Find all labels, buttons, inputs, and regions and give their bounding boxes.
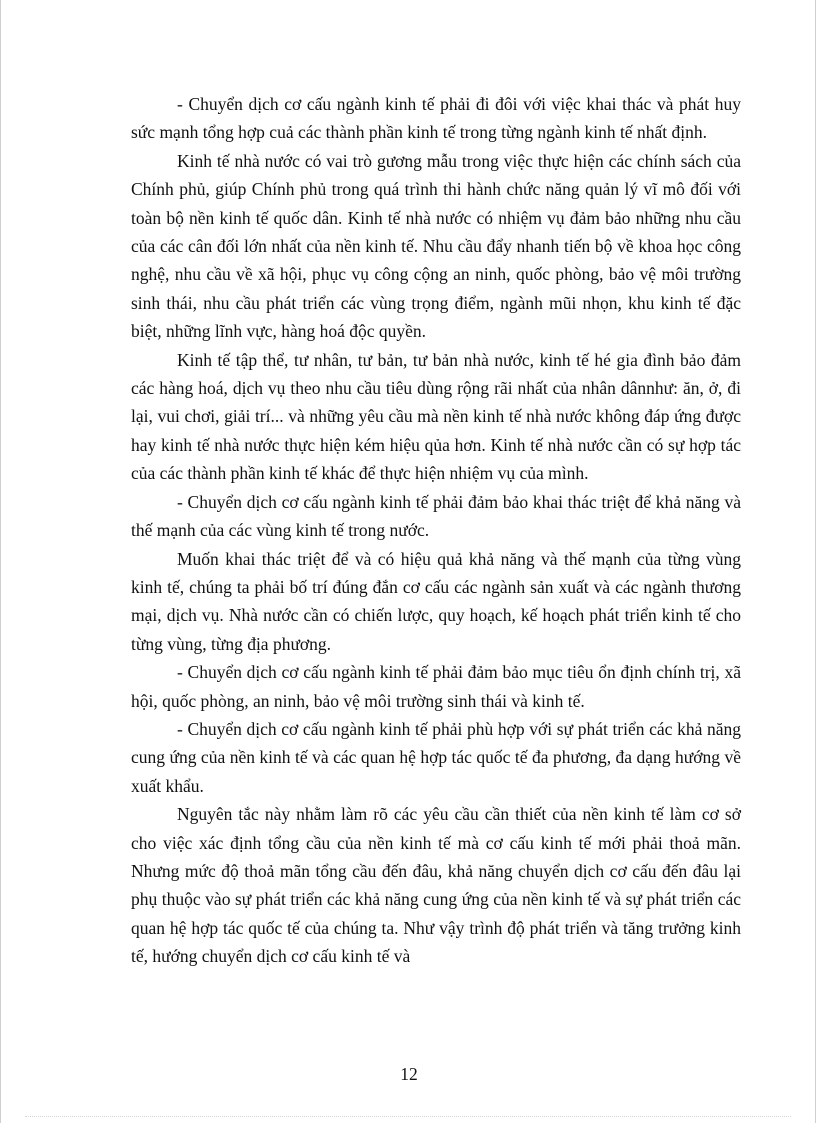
- paragraph-3: Kinh tế tập thể, tư nhân, tư bản, tư bản nhà nước, kinh tế hé gia đình bảo đảm các hàng hoá, dịch vụ theo nhu cầu tiêu dùng rộng rãi nhất của nhân dânnhư: ăn, ở, đi lại, vui chơi, giải trí... và những yêu cầu mà nền kinh tế nhà nước không đáp ứng được hay kinh tế nhà nước thực hiện kém hiệu qủa hơn. Kinh tế nhà nước cần có sự hợp tác của các thành phần kinh tế khác để thực hiện nhiệm vụ của mình.: [131, 349, 741, 484]
- page-number: 12: [400, 1064, 418, 1084]
- paragraph-4: - Chuyển dịch cơ cấu ngành kinh tế phải đảm bảo khai thác triệt để khả năng và thế mạnh của các vùng kinh tế trong nước.: [131, 491, 741, 541]
- paragraph-7: - Chuyển dịch cơ cấu ngành kinh tế phải phù hợp với sự phát triển các khả năng cung ứng của nền kinh tế và các quan hệ hợp tác quốc tế đa phương, đa dạng hướng về xuất khẩu.: [131, 718, 741, 796]
- paragraph-6: - Chuyển dịch cơ cấu ngành kinh tế phải đảm bảo mục tiêu ổn định chính trị, xã hội, quốc phòng, an ninh, bảo vệ môi trường sinh thái và kinh tế.: [131, 662, 741, 711]
- paragraph-5: Muốn khai thác triệt để và có hiệu quả khả năng và thế mạnh của từng vùng kinh tế, chúng ta phải bố trí đúng đắn cơ cấu các ngành sản xuất và các ngành thương mại, dịch vụ. Nhà nước cần có chiến lược, quy hoạch, kế hoạch phát triển kinh tế cho từng vùng, từng địa phương.: [131, 548, 741, 654]
- paragraph-1: - Chuyển dịch cơ cấu ngành kinh tế phải đi đôi với việc khai thác và phát huy sức mạnh tổng hợp cuả các thành phần kinh tế trong từng ngành kinh tế nhất định.: [131, 94, 741, 143]
- page-body: [131, 90, 741, 971]
- paragraph-2: Kinh tế nhà nước có vai trò gương mẫu trong việc thực hiện các chính sách của Chính phủ, giúp Chính phủ trong quá trình thi hành chức năng quản lý vĩ mô đối với toàn bộ nền kinh tế quốc dân. Kinh tế nhà nước có nhiệm vụ đảm bảo những nhu cầu của các cân đối lớn nhất của nền kinh tế. Nhu cầu đẩy nhanh tiến bộ về khoa học công nghệ, nhu cầu về xã hội, phục vụ công cộng an ninh, quốc phòng, bảo vệ môi trường sinh thái, nhu cầu phát triển các vùng trọng điểm, ngành mũi nhọn, khu kinh tế đặc biệt, những lĩnh vực, hàng hoá độc quyền.: [131, 150, 741, 342]
- page-bottom-divider: [25, 1116, 791, 1117]
- paragraph-8: Nguyên tắc này nhằm làm rõ các yêu cầu cần thiết của nền kinh tế làm cơ sở cho việc xác định tổng cầu của nền kinh tế mà cơ cấu kinh tế mới phải thoả mãn. Nhưng mức độ thoả mãn tổng cầu đến đâu, khả năng chuyển dịch cơ cấu đến đâu lại phụ thuộc vào sự phát triển các khả năng cung ứng của nền kinh tế và sự phát triển các quan hệ hợp tác quốc tế của chúng ta. Như vậy trình độ phát triển và tăng trưởng kinh tế, hướng chuyển dịch cơ cấu kinh tế và: [131, 804, 741, 967]
